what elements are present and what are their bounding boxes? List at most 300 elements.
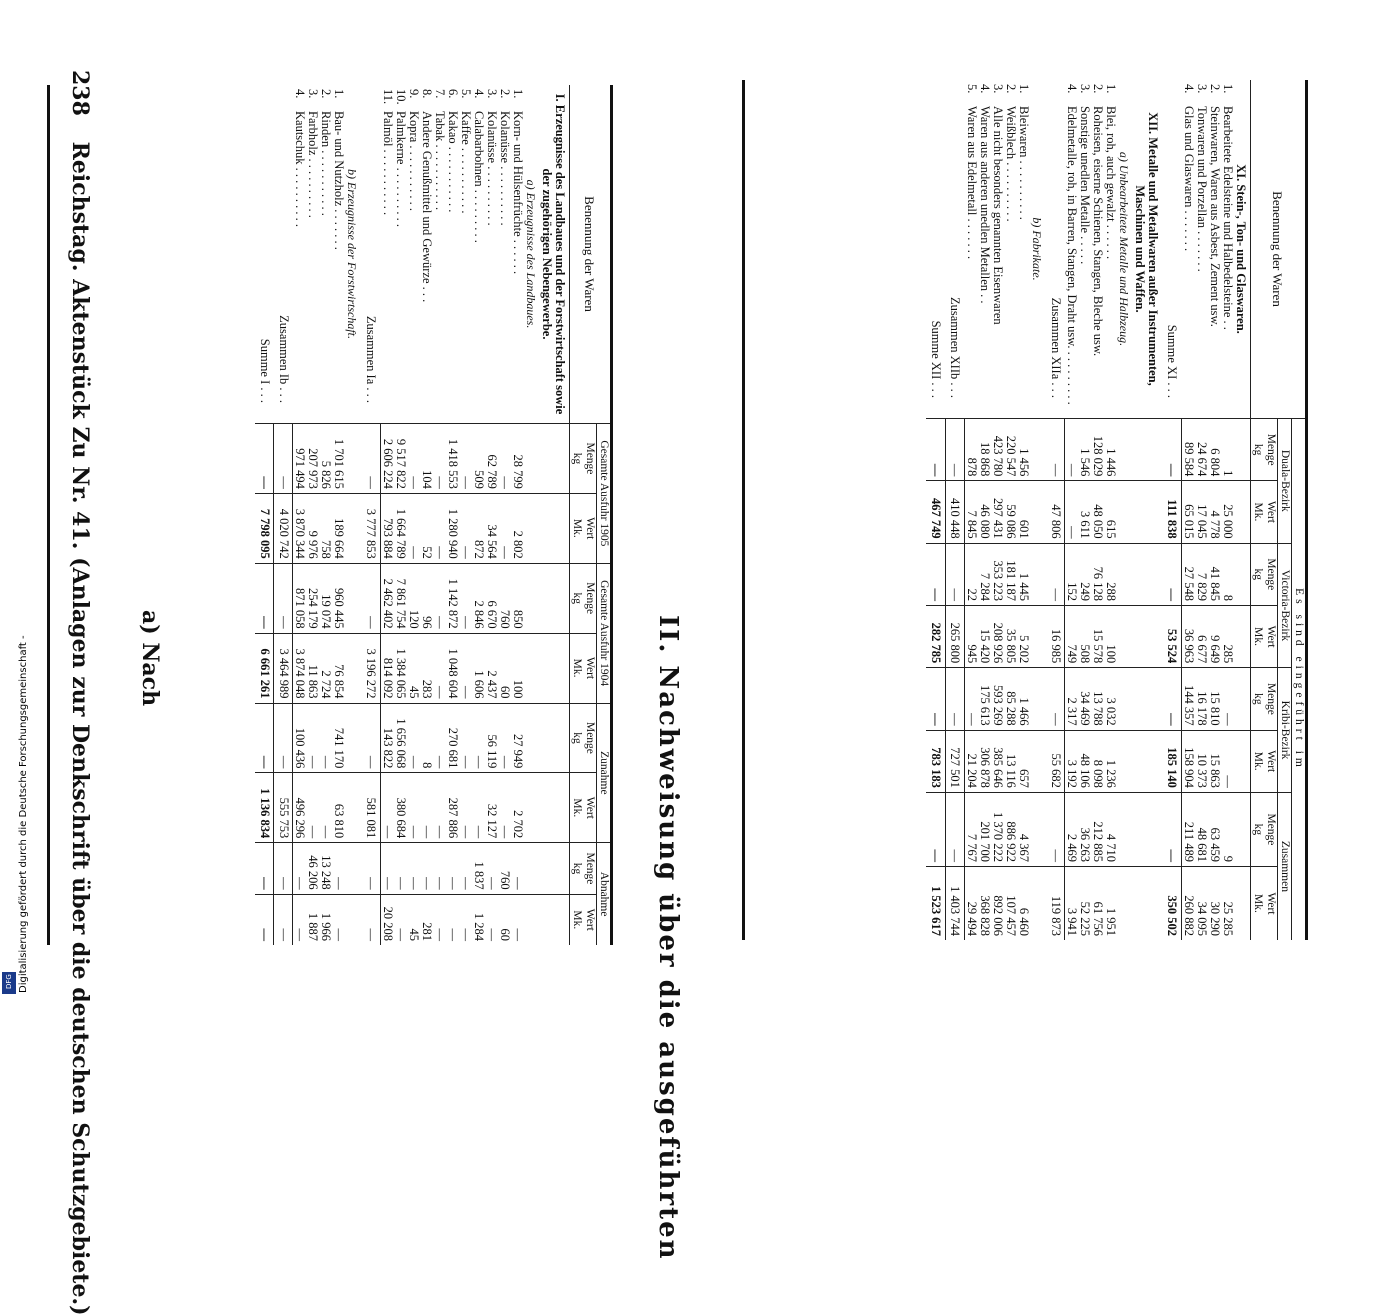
item-label: Kautschuk . . . . . . . . . . — [293, 111, 308, 227]
empty-cell — [540, 633, 570, 703]
value-cell: 85 288 — [1004, 668, 1017, 730]
value-cell: 22 — [965, 543, 979, 605]
value-cell: — — [333, 894, 346, 945]
sum-value: — — [1163, 419, 1182, 481]
wert-label: Wert — [584, 517, 596, 540]
sum-value: — — [927, 792, 946, 866]
wert-label: Wert — [1265, 500, 1277, 523]
value-cell: 211 489 — [1182, 792, 1196, 866]
menge-label: Menge — [1265, 558, 1277, 591]
group-header: Es sind eingeführt im — [1292, 419, 1306, 941]
empty-cell — [524, 493, 540, 563]
mk-unit: Mk. — [1252, 894, 1264, 913]
item-number: 11. — [380, 89, 395, 105]
sum-value: — — [362, 703, 381, 773]
item-name — [459, 85, 472, 424]
item-label: Kopra . . . . . . . . . . . — [407, 111, 421, 211]
value-cell: 15 420 — [978, 605, 991, 667]
value-cell: 89 584 — [1182, 419, 1196, 481]
empty-cell — [346, 843, 362, 894]
value-cell: 793 884 — [381, 493, 395, 563]
item-number: 5. — [964, 84, 979, 94]
value-cell: — — [1221, 668, 1234, 730]
value-cell: 76 128 — [1092, 543, 1105, 605]
value-cell: 3 941 — [1065, 866, 1079, 940]
value-cell: 7 767 — [965, 792, 979, 866]
sum-value: — — [1163, 543, 1182, 605]
item-name — [498, 85, 511, 424]
item-name — [407, 85, 420, 424]
value-cell: — — [459, 493, 472, 563]
item-name — [433, 85, 446, 424]
value-cell: 2 317 — [1065, 668, 1079, 730]
kg-unit: kg — [571, 452, 583, 465]
value-cell: 32 127 — [485, 773, 498, 843]
kg-unit: kg — [571, 862, 583, 875]
value-cell: 21 204 — [965, 730, 979, 792]
value-cell: 3 874 048 — [293, 633, 307, 703]
item-number: 2. — [498, 89, 512, 99]
value-cell: — — [293, 843, 307, 894]
value-cell: — — [459, 563, 472, 633]
empty-cell — [346, 773, 362, 843]
value-cell: 3 032 — [1105, 668, 1118, 730]
value-cell: 971 494 — [293, 424, 307, 494]
empty-cell — [540, 773, 570, 843]
section-caption: XII. Metalle und Metallwaren außer Instrumenten, Maschinen und Waffen. — [1133, 112, 1161, 386]
sum-value: — — [1046, 668, 1065, 730]
sum-value: 4 020 742 — [274, 493, 293, 563]
item-number: 4. — [1065, 84, 1080, 94]
value-cell: 1 142 872 — [446, 563, 459, 633]
wert-header — [570, 773, 597, 843]
item-number: 1. — [1104, 84, 1119, 94]
value-cell: 4 778 — [1208, 481, 1221, 543]
value-cell: — — [965, 668, 979, 730]
item-name — [333, 85, 346, 424]
value-cell: 1 546 — [1079, 419, 1092, 481]
mk-unit: Mk. — [571, 658, 583, 678]
value-cell: 945 — [965, 605, 979, 667]
item-label: Tabak . . . . . . . . . . . — [433, 111, 447, 211]
table-row — [511, 85, 524, 945]
value-cell: — — [433, 703, 446, 773]
item-label: Bearbeitete Edelsteine und Halbedelsteine . . — [1221, 106, 1235, 330]
section-2-subtitle: a) Nach — [137, 610, 163, 707]
value-cell: 56 119 — [485, 703, 498, 773]
sum-value: — — [946, 668, 965, 730]
empty-cell — [540, 843, 570, 894]
section-caption: b) Fabrikate. — [1030, 217, 1044, 281]
empty-cell — [346, 424, 362, 494]
value-cell: 8 — [1221, 543, 1234, 605]
item-label: Blei, roh, auch gewalzt . . . . . . — [1104, 106, 1119, 260]
value-cell: 601 — [1017, 481, 1030, 543]
sum-label: Summe XI . . . — [1165, 324, 1180, 398]
value-cell: 496 296 — [293, 773, 307, 843]
wert-label: Wert — [1265, 892, 1277, 915]
value-cell: — — [472, 773, 485, 843]
empty-cell — [540, 703, 570, 773]
sum-value: 727 501 — [946, 730, 965, 792]
value-cell: 100 436 — [293, 703, 307, 773]
sum-value: 350 502 — [1163, 866, 1182, 940]
table-row — [333, 85, 346, 945]
value-cell: 76 854 — [333, 633, 346, 703]
item-number: 4. — [472, 89, 486, 99]
value-cell: — — [498, 703, 511, 773]
mk-unit: Mk. — [1252, 627, 1264, 647]
value-cell: 1 384 065 — [394, 633, 407, 703]
value-cell: 1 606 — [472, 633, 485, 703]
item-number: 1. — [511, 89, 525, 99]
sum-value: 47 806 — [1046, 481, 1065, 543]
value-cell: — — [433, 563, 446, 633]
value-cell: 15 863 — [1208, 730, 1221, 792]
sum-value: 555 753 — [274, 773, 293, 843]
value-cell: 4 367 — [1017, 792, 1030, 866]
sum-label: Zusammen Ia . . . — [364, 315, 379, 403]
kg-unit: kg — [1252, 568, 1264, 581]
value-cell: 96 — [420, 563, 433, 633]
table-row — [407, 85, 420, 945]
sum-value: — — [927, 419, 946, 481]
value-cell: — — [394, 843, 407, 894]
item-number: 3. — [485, 89, 499, 99]
value-cell: 9 976 — [307, 493, 320, 563]
value-cell: 2 802 — [511, 493, 524, 563]
value-cell: 1 284 — [472, 894, 485, 945]
table-row — [472, 85, 485, 945]
value-cell: 2 702 — [511, 773, 524, 843]
value-cell: — — [320, 773, 333, 843]
value-cell: 1 048 604 — [446, 633, 459, 703]
value-cell: — — [459, 843, 472, 894]
value-cell: 5 826 — [320, 424, 333, 494]
value-cell: — — [381, 843, 395, 894]
value-cell: 25 285 — [1221, 866, 1234, 940]
value-cell: 48 050 — [1092, 481, 1105, 543]
value-cell: 15 578 — [1092, 605, 1105, 667]
value-cell: 34 469 — [1079, 668, 1092, 730]
value-cell: — — [498, 493, 511, 563]
item-label: Kolanüsse . . . . . . . . . . — [498, 111, 512, 226]
item-name — [381, 85, 395, 424]
value-cell: 7 845 — [965, 481, 979, 543]
value-cell: 285 — [1221, 605, 1234, 667]
empty-cell — [524, 563, 540, 633]
menge-label: Menge — [1265, 433, 1277, 466]
item-label: Bau- und Nutzholz . . . . . . . — [332, 111, 347, 250]
mk-unit: Mk. — [1252, 502, 1264, 522]
value-cell: 143 822 — [381, 703, 395, 773]
item-number: 8. — [420, 89, 434, 99]
item-label: Palmöl . . . . . . . . . . . — [380, 111, 395, 216]
value-cell: 20 208 — [381, 894, 395, 945]
item-number: 9. — [407, 89, 421, 99]
menge-label: Menge — [584, 442, 596, 475]
value-cell: 45 — [407, 894, 420, 945]
sum-value: 282 785 — [927, 605, 946, 667]
value-cell: 3 192 — [1065, 730, 1079, 792]
value-cell: — — [333, 843, 346, 894]
value-cell: 9 649 — [1208, 605, 1221, 667]
value-cell: 63 810 — [333, 773, 346, 843]
value-cell: — — [511, 894, 524, 945]
sum-value: — — [362, 424, 381, 494]
value-cell: 270 681 — [446, 703, 459, 773]
column-header-name: Benennung der Waren — [1251, 80, 1306, 419]
sum-value: — — [255, 894, 274, 945]
item-name — [511, 85, 524, 424]
value-cell: 1 837 — [472, 843, 485, 894]
empty-cell — [524, 703, 540, 773]
value-cell: 34 564 — [485, 493, 498, 563]
sum-value: 1 403 744 — [946, 866, 965, 940]
wert-label: Wert — [1265, 750, 1277, 773]
empty-cell — [346, 894, 362, 945]
wert-label: Wert — [584, 796, 596, 819]
value-cell: — — [498, 424, 511, 494]
value-cell: 871 058 — [293, 563, 307, 633]
sum-value: — — [274, 703, 293, 773]
wert-header — [570, 493, 597, 563]
item-number: 3. — [306, 89, 321, 99]
menge-label: Menge — [584, 852, 596, 885]
sum-value: — — [362, 843, 381, 894]
item-name — [307, 85, 320, 424]
value-cell: 1 — [1221, 419, 1234, 481]
table-row — [459, 85, 472, 945]
item-label: Andere Genußmittel und Gewürze . . . — [420, 111, 434, 303]
mk-unit: Mk. — [1252, 751, 1264, 771]
value-cell: — — [485, 894, 498, 945]
item-label: Waren aus Edelmetall . . . . . . . — [964, 106, 979, 260]
menge-label: Menge — [1265, 682, 1277, 715]
value-cell: 850 — [511, 563, 524, 633]
value-cell: 13 116 — [1004, 730, 1017, 792]
section-caption: b) Erzeugnisse der Forstwirtschaft. — [345, 169, 360, 339]
sum-row — [255, 85, 274, 945]
value-cell: 48 106 — [1079, 730, 1092, 792]
value-cell: 128 029 — [1092, 419, 1105, 481]
value-cell: 288 — [1105, 543, 1118, 605]
value-cell: 1 445 — [1017, 543, 1030, 605]
column-group-header: Abnahme — [597, 843, 611, 945]
value-cell: 207 973 — [307, 424, 320, 494]
value-cell: 28 799 — [511, 424, 524, 494]
page-title: Reichstag. Aktenstück Zu Nr. 41. (Anlagen zur Denkschrift über die deutschen Schutzgebiete.) — [67, 141, 93, 1316]
sum-value: — — [1163, 792, 1182, 866]
value-cell: 2 606 224 — [381, 424, 395, 494]
value-cell: 260 882 — [1182, 866, 1196, 940]
value-cell: 19 074 — [320, 563, 333, 633]
value-cell: 7 861 754 — [394, 563, 407, 633]
sum-value: — — [946, 792, 965, 866]
item-number: 5. — [459, 89, 473, 99]
value-cell: 104 — [420, 424, 433, 494]
value-cell: 189 664 — [333, 493, 346, 563]
sum-row — [362, 85, 381, 945]
sum-value: 265 800 — [946, 605, 965, 667]
sum-label: Summe XII . . . — [929, 320, 944, 398]
item-number: 2. — [1208, 84, 1222, 94]
value-cell: 1 887 — [307, 894, 320, 945]
value-cell: 872 — [472, 493, 485, 563]
sum-value: 783 183 — [927, 730, 946, 792]
table-row — [293, 85, 307, 945]
wert-header — [570, 894, 597, 945]
value-cell: 15 810 — [1208, 668, 1221, 730]
sum-value: 55 682 — [1046, 730, 1065, 792]
value-cell: 27 949 — [511, 703, 524, 773]
value-cell: 380 684 — [394, 773, 407, 843]
table-row — [446, 85, 459, 945]
value-cell: 100 — [511, 633, 524, 703]
empty-cell — [524, 773, 540, 843]
sum-value: — — [255, 424, 274, 494]
value-cell: 758 — [320, 493, 333, 563]
item-label: Tonwaren und Porzellan . . . . . . . — [1195, 106, 1209, 272]
item-label: Steinwaren, Waren aus Asbest, Zement usw. — [1208, 106, 1222, 327]
item-label: Kakao . . . . . . . . . . . — [446, 111, 460, 213]
value-cell: 5 202 — [1017, 605, 1030, 667]
sum-value: 1 136 834 — [255, 773, 274, 843]
value-cell: — — [433, 843, 446, 894]
value-cell: — — [420, 843, 433, 894]
value-cell: 509 — [472, 424, 485, 494]
value-cell: 59 086 — [1004, 481, 1017, 543]
value-cell: 281 — [420, 894, 433, 945]
digitization-note: Digitalisierung gefördert durch die Deutsche Forschungsgemeinschaft - — [18, 635, 29, 993]
sum-value: — — [274, 843, 293, 894]
table-row — [498, 85, 511, 945]
value-cell: — — [459, 424, 472, 494]
value-cell: — — [433, 633, 446, 703]
value-cell: 749 — [1065, 605, 1079, 667]
sum-value: 111 838 — [1163, 481, 1182, 543]
value-cell: 152 — [1065, 543, 1079, 605]
empty-cell — [540, 493, 570, 563]
sum-value: 16 985 — [1046, 605, 1065, 667]
value-cell: 201 700 — [978, 792, 991, 866]
kg-unit: kg — [571, 592, 583, 604]
value-cell: 3 611 — [1079, 481, 1092, 543]
value-cell: — — [485, 843, 498, 894]
item-number: 3. — [1195, 84, 1209, 94]
value-cell: 878 — [965, 419, 979, 481]
value-cell: 6 804 — [1208, 419, 1221, 481]
value-cell: 29 494 — [965, 866, 979, 940]
value-cell: 52 — [420, 493, 433, 563]
item-number: 3. — [1078, 84, 1093, 94]
sum-value: — — [274, 424, 293, 494]
value-cell: — — [433, 424, 446, 494]
item-number: 3. — [991, 84, 1005, 94]
item-label: Glas und Glaswaren . . . . . . . — [1181, 106, 1196, 252]
sum-value: 467 749 — [927, 481, 946, 543]
value-cell: — — [407, 843, 420, 894]
item-name — [394, 85, 407, 424]
wert-label: Wert — [584, 908, 596, 931]
section-caption: I. Erzeugnisse des Landbaues und der Forstwirtschaft sowie der zugehörigen Nebengewerbe. — [540, 93, 567, 415]
item-number: 10. — [394, 89, 408, 105]
menge-header — [570, 424, 597, 494]
item-number: 1. — [1017, 84, 1031, 94]
value-cell: 35 805 — [1004, 605, 1017, 667]
item-number: 2. — [1004, 84, 1018, 94]
sum-value: — — [1046, 419, 1065, 481]
sum-value: — — [1046, 543, 1065, 605]
item-number: 4. — [1181, 84, 1196, 94]
value-cell: 220 547 — [1004, 419, 1017, 481]
menge-label: Menge — [1265, 813, 1277, 846]
empty-cell — [346, 493, 362, 563]
export-table — [47, 85, 613, 945]
section-caption-row — [524, 85, 540, 945]
value-cell: 593 269 — [991, 668, 1004, 730]
value-cell: 508 — [1079, 605, 1092, 667]
value-cell: 10 373 — [1195, 730, 1208, 792]
value-cell: 60 — [498, 894, 511, 945]
value-cell: — — [446, 843, 459, 894]
sum-value: — — [362, 563, 381, 633]
value-cell: 36 963 — [1182, 605, 1196, 667]
value-cell: 48 681 — [1195, 792, 1208, 866]
value-cell: — — [307, 773, 320, 843]
wert-label: Wert — [584, 657, 596, 680]
section-caption-row — [346, 85, 362, 945]
value-cell: — — [307, 703, 320, 773]
value-cell: 1 280 940 — [446, 493, 459, 563]
value-cell: — — [394, 894, 407, 945]
region-header: Zusammen — [1278, 792, 1292, 940]
value-cell: — — [459, 773, 472, 843]
item-label: Kaffee . . . . . . . . . . . — [459, 111, 473, 214]
value-cell: 892 006 — [991, 866, 1004, 940]
value-cell: 18 868 — [978, 419, 991, 481]
value-cell: 6 670 — [485, 563, 498, 633]
value-cell: — — [433, 894, 446, 945]
value-cell: 13 788 — [1092, 668, 1105, 730]
table-row — [485, 85, 498, 945]
value-cell: 7 829 — [1195, 543, 1208, 605]
menge-label: Menge — [584, 721, 596, 754]
value-cell: 27 548 — [1182, 543, 1196, 605]
region-header: Kribi-Bezirk — [1278, 668, 1292, 793]
value-cell: 2 462 402 — [381, 563, 395, 633]
value-cell: 25 000 — [1221, 481, 1234, 543]
value-cell: 385 646 — [991, 730, 1004, 792]
value-cell: — — [1065, 481, 1079, 543]
sum-value: — — [255, 703, 274, 773]
kg-unit: kg — [1252, 823, 1264, 836]
value-cell: 960 445 — [333, 563, 346, 633]
value-cell: 3 870 344 — [293, 493, 307, 563]
value-cell: 1 656 068 — [394, 703, 407, 773]
value-cell: 297 431 — [991, 481, 1004, 543]
table-row — [320, 85, 333, 945]
table-row — [433, 85, 446, 945]
column-group-header: Gesamte Ausfuhr 1905 — [597, 424, 611, 564]
sum-label: Zusammen Ib . . . — [277, 315, 291, 403]
value-cell: 100 — [1105, 605, 1118, 667]
sum-value: — — [362, 894, 381, 945]
value-cell: — — [407, 703, 420, 773]
value-cell: 181 187 — [1004, 543, 1017, 605]
sum-value: 410 448 — [946, 481, 965, 543]
value-cell: 1 418 553 — [446, 424, 459, 494]
